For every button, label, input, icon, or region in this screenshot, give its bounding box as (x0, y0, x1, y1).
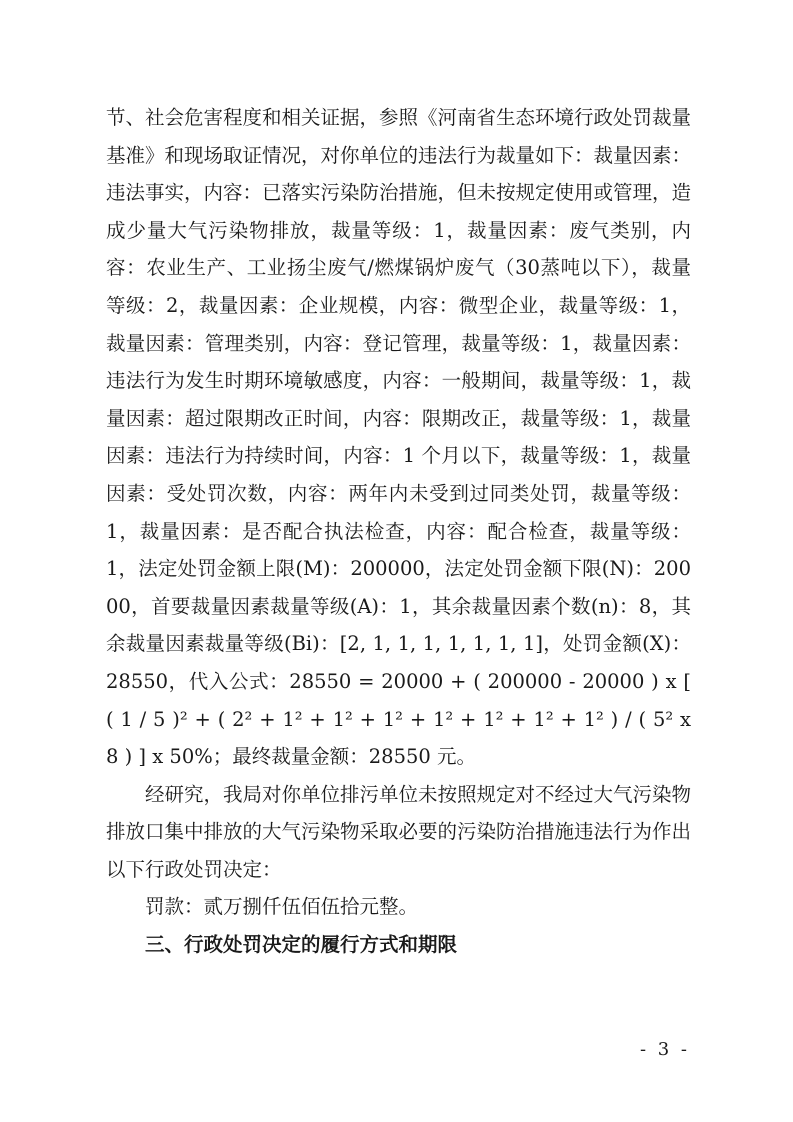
document-body (106, 99, 691, 964)
paragraph-fine-amount: 罚款：贰万捌仟伍佰伍拾元整。 (145, 895, 419, 919)
section-heading: 三、行政处罚决定的履行方式和期限 (145, 933, 458, 957)
paragraph-decision-intro: 经研究，我局对你单位排污单位未按照规定对不经过大气污染物排放口集中排放的大气污染物采取必要的污染防治措施违法行为作出以下行政处罚决定： (106, 782, 692, 881)
page-number: - 3 - (639, 1039, 690, 1060)
paragraph-discretion-details: 节、社会危害程度和相关证据，参照《河南省生态环境行政处罚裁量基准》和现场取证情况，对你单位的违法行为裁量如下：裁量因素：违法事实，内容：已落实污染防治措施，但未按规定使用或管理，造成少量大气污染物排放，裁量等级：1，裁量因素：废气类别，内容：农业生产、工业扬尘废气/燃煤锅炉废气（30蒸吨以下），裁量等级：2，裁量因素：企业规模，内容：微型企业，裁量等级：1，裁量因素：管理类别，内容：登记管理，裁量等级：1，裁量因素：违法行为发生时期环境敏感度，内容：一般期间，裁量等级：1，裁量因素：超过限期改正时间，内容：限期改正，裁量等级：1，裁量因素：违法行为持续时间，内容：1 个月以下，裁量等级：1，裁量因素：受处罚次数，内容：两年内未受到过同类处罚，裁量等级：1，裁量因素：是否配合执法检查，内容：配合检查，裁量等级：1，法定处罚金额上限(M)：200000，法定处罚金额下限(N)：20000，首要裁量因素裁量等级(A)：1，其余裁量因素个数(n)：8，其余裁量因素裁量等级(Bi)：[2, 1, 1, 1, 1, 1, 1, 1]，处罚金额(X)：28550，代入公式：28550 = 20000 + ( 200000 - 20000 ) x [ ( 1 / 5 )² + ( 2² + 1² + 1² + 1² + 1² + 1² + 1² + 1² ) / ( 5² x 8 ) ] x 50%；最终裁量金额：28550 元。 (106, 106, 692, 769)
